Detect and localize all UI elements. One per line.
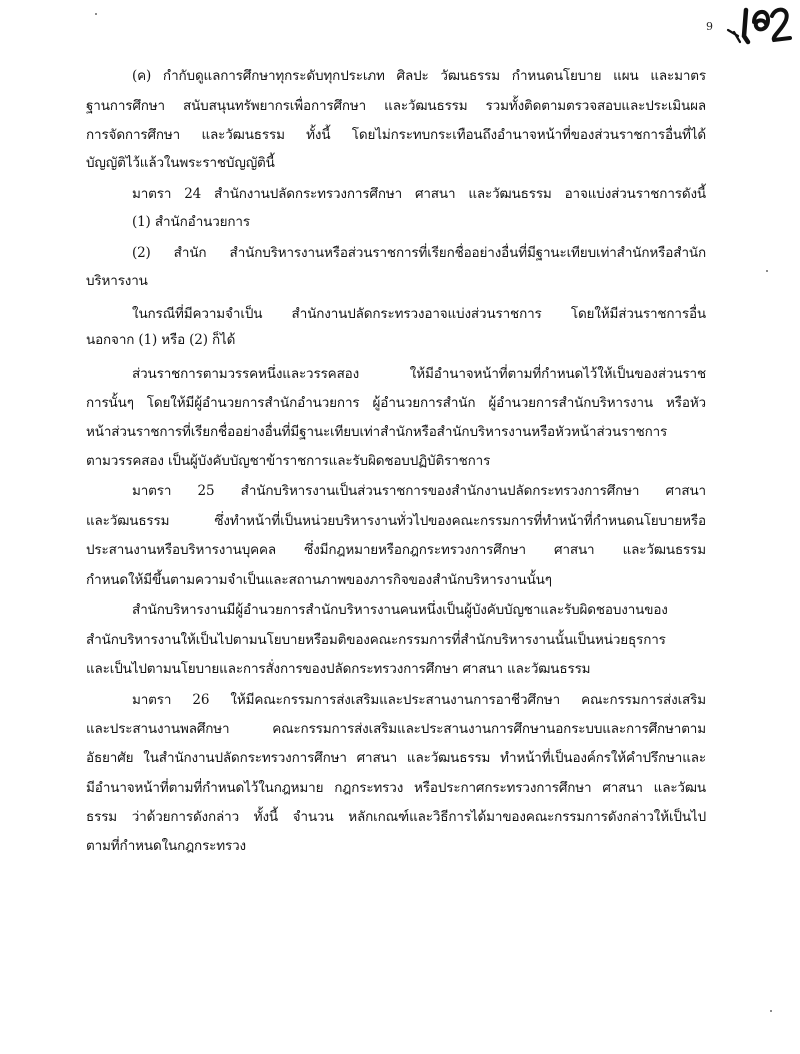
text-line: สำนักบริหารงานมีผู้อำนวยการสำนักบริหารงานคนหนึ่งเป็นผู้บังคับบัญชาและรับผิดชอบงานของ <box>132 602 668 618</box>
text-line: ตามที่กำหนดในกฎกระทรวง <box>86 838 247 854</box>
text-line: ตามวรรคสอง เป็นผู้บังคับบัญชาข้าราชการและรับผิดชอบปฏิบัติราชการ <box>86 453 491 469</box>
text-line: นอกจาก (1) หรือ (2) ก็ได้ <box>86 332 236 348</box>
text-line: มีอำนาจหน้าที่ตามที่กำหนดไว้ในกฎหมาย กฎกระทรวง หรือประกาศกระทรวงการศึกษา ศาสนา และวัฒน <box>86 780 706 796</box>
text-line: และประสานงานพลศึกษา คณะกรรมการส่งเสริมและประสานงานการศึกษานอกระบบและการศึกษาตาม <box>86 721 706 737</box>
text-line: ในกรณีที่มีความจำเป็น สำนักงานปลัดกระทรวงอาจแบ่งส่วนราชการ โดยให้มีส่วนราชการอื่น <box>132 306 706 322</box>
text-line: ฐานการศึกษา สนับสนุนทรัพยากรเพื่อการศึกษา และวัฒนธรรม รวมทั้งติดตามตรวจสอบและประเมินผล <box>86 98 706 114</box>
section-24-heading: มาตรา 24 สำนักงานปลัดกระทรวงการศึกษา ศาสนา และวัฒนธรรม อาจแบ่งส่วนราชการดังนี้ <box>132 186 706 202</box>
text-line: ส่วนราชการตามวรรคหนึ่งและวรรคสอง ให้มีอำนาจหน้าที่ตามที่กำหนดไว้ให้เป็นของส่วนราช <box>132 366 706 382</box>
text-line: บริหารงาน <box>86 273 148 289</box>
text-line: (ค) กำกับดูแลการศึกษาทุกระดับทุกประเภท ศิลปะ วัฒนธรรม กำหนดนโยบาย แผน และมาตร <box>132 68 706 84</box>
speck <box>95 13 97 15</box>
text-line: อัธยาศัย ในสำนักงานปลัดกระทรวงการศึกษา ศาสนา และวัฒนธรรม ทำหน้าที่เป็นองค์กรให้คำปรึกษาและ <box>86 750 706 766</box>
text-line: หน้าส่วนราชการที่เรียกชื่ออย่างอื่นที่มีฐานะเทียบเท่าสำนักหรือสำนักบริหารงานหรือหัวหน้าส่วนราชการ <box>86 424 668 440</box>
text-line: (2) สำนัก สำนักบริหารงานหรือส่วนราชการที่เรียกชื่ออย่างอื่นที่มีฐานะเทียบเท่าสำนักหรือสำนัก <box>132 245 706 261</box>
text-line: การจัดการศึกษา และวัฒนธรรม ทั้งนี้ โดยไม่กระทบกระเทือนถึงอำนาจหน้าที่ของส่วนราชการอื่นที่ได้ <box>86 127 706 143</box>
text-line: ประสานงานหรือบริหารงานบุคคล ซึ่งมีกฎหมายหรือกฎกระทรวงการศึกษา ศาสนา และวัฒนธรรม <box>86 542 706 558</box>
section-26-heading: มาตรา 26 ให้มีคณะกรรมการส่งเสริมและประสานงานการอาชีวศึกษา คณะกรรมการส่งเสริม <box>132 692 706 708</box>
page-number: 9 <box>706 20 713 33</box>
text-line: การนั้นๆ โดยให้มีผู้อำนวยการสำนักอำนวยการ ผู้อำนวยการสำนัก ผู้อำนวยการสำนักบริหารงาน หรือหัว <box>86 395 706 411</box>
section-25-heading: มาตรา 25 สำนักบริหารงานเป็นส่วนราชการของสำนักงานปลัดกระทรวงการศึกษา ศาสนา <box>132 483 706 499</box>
speck <box>766 270 768 272</box>
text-line: และวัฒนธรรม ซึ่งทำหน้าที่เป็นหน่วยบริหารงานทั่วไปของคณะกรรมการที่ทำหน้าที่กำหนดนโยบายหรือ <box>86 513 706 529</box>
text-line: (1) สำนักอำนวยการ <box>132 214 250 230</box>
text-line: ธรรม ว่าด้วยการดังกล่าว ทั้งนี้ จำนวน หลักเกณฑ์และวิธีการได้มาของคณะกรรมการดังกล่าวให้เป็นไป <box>86 809 706 825</box>
handwritten-mark-icon <box>724 2 794 50</box>
text-line: กำหนดให้มีขึ้นตามความจำเป็นและสถานภาพของภารกิจของสำนักบริหารงานนั้นๆ <box>86 572 552 588</box>
speck <box>770 1010 772 1012</box>
text-line: และเป็นไปตามนโยบายและการสั่งการของปลัดกระทรวงการศึกษา ศาสนา และวัฒนธรรม <box>86 661 591 677</box>
text-line: สำนักบริหารงานให้เป็นไปตามนโยบายหรือมติของคณะกรรมการที่สำนักบริหารงานนั้นเป็นหน่วยธุรการ <box>86 632 666 648</box>
text-line: บัญญัติไว้แล้วในพระราชบัญญัตินี้ <box>86 155 275 171</box>
